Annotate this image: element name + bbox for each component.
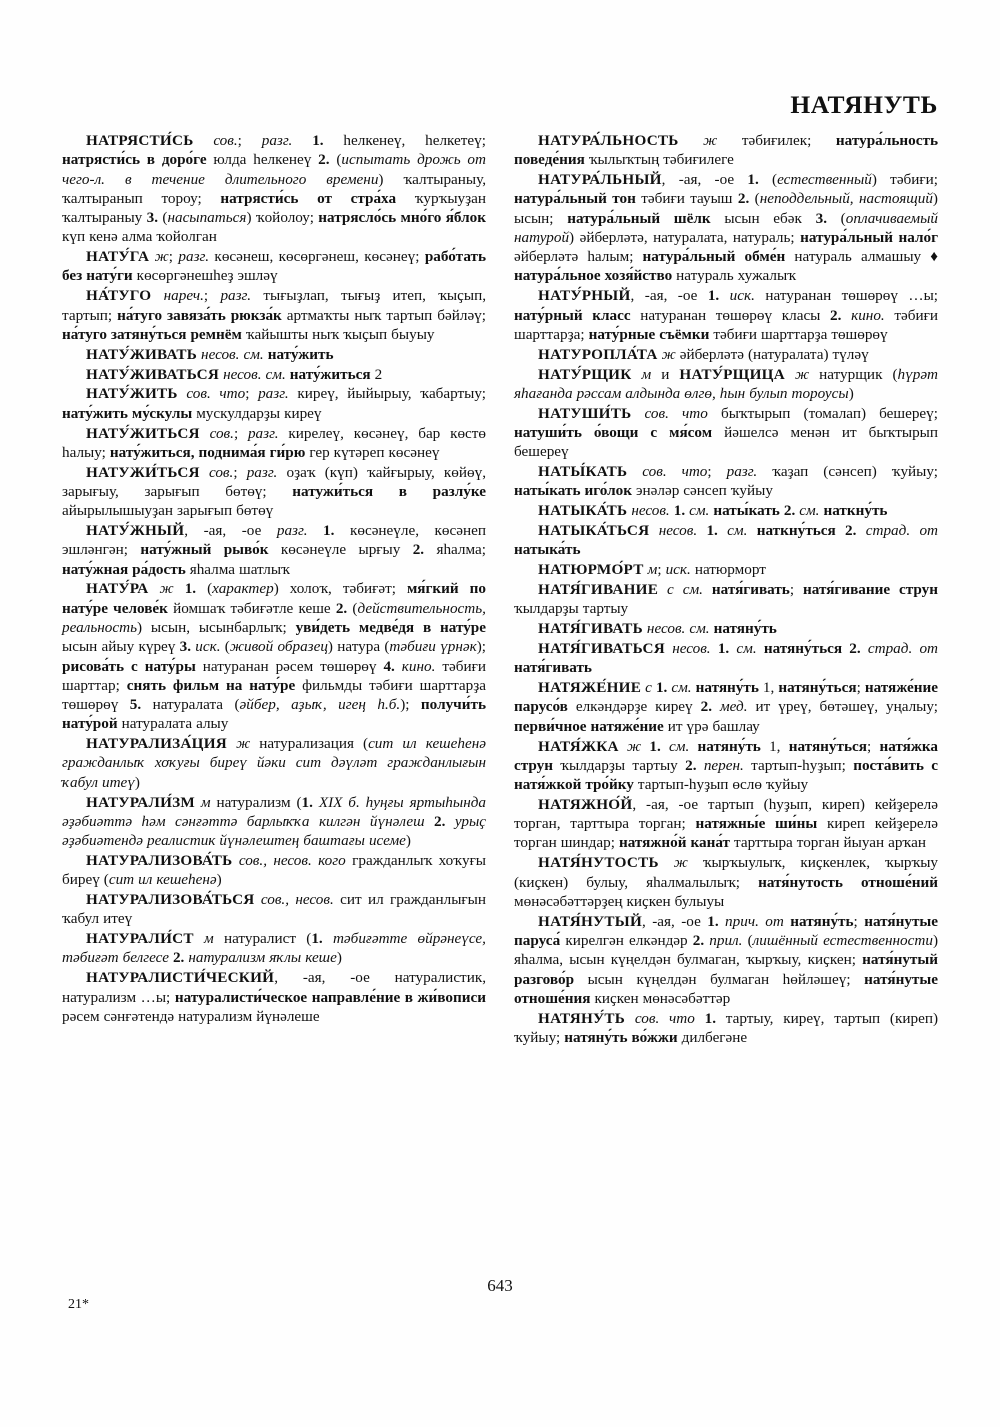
dictionary-entry: НАТЯ́ГИВАТЬСЯ несов. 1. см. натяну́ться 2. страд. от натя́гивать bbox=[514, 640, 939, 677]
dictionary-entry: НАТЯ́ГИВАТЬ несов. см. натяну́ть bbox=[538, 620, 777, 638]
dictionary-entry: НАТУРАЛИЗОВА́ТЬ сов., несов. кого гражданлыҡ хоҡуғы биреү (сит ил кешеһенә) bbox=[62, 851, 486, 889]
column-left bbox=[62, 131, 486, 1246]
column-right bbox=[514, 131, 938, 1246]
dictionary-entry: НАТУ́ГА ж; разг. көсәнеш, көсөргәнеш, көсәнеү; рабо́тать без нату́ги көсөргәнешһеҙ эшләү bbox=[62, 248, 487, 285]
dictionary-entry: НАТУ́ЖИВАТЬСЯ несов. см. нату́житься 2 bbox=[86, 365, 383, 383]
dictionary-entry: НАТРЯСТИ́СЬ сов.; разг. 1. һелкенеү, һелкетеү; натрясти́сь в доро́ге юлда һелкенеү 2. (испытать дрожь от чего-л. в течение длительного времени) ҡалтыраныу, ҡалтыранып тороу; натрясти́сь от стра́ха ҡурҡыуҙан ҡалтыраныу 3. (насыпаться) ҡойолоу; натрясло́сь мно́го я́блок күп кенә алма ҡойолган bbox=[62, 132, 487, 246]
dictionary-entry: НАТУРАЛИЗОВА́ТЬСЯ сов., несов. сит ил гражданлығын ҡабул итеү bbox=[62, 891, 486, 928]
signature-mark: 21* bbox=[68, 1297, 89, 1312]
dictionary-entry: НАТЫ́КАТЬ сов. что; разг. ҡаҙап (сәнсеп) ҡуйыу; наты́кать иго́лок энәләр сәнсеп ҡуйыу bbox=[514, 463, 939, 500]
dictionary-entry: НАТУРАЛИ́СТ м натуралист (1. тәбиғәтте өйрәнеүсе, тәбиғәт белгесе 2. натурализм яҡлы кеше) bbox=[62, 930, 486, 967]
dictionary-entry: НАТЯЖЕ́НИЕ с 1. см. натяну́ть 1, натяну́ться; натяже́ние парусо́в елкәндәрҙе киреү 2. мед. ит үреү, бөтәшеү, уңалыу; перви́чное натяже́ние ит үрә башлау bbox=[514, 679, 939, 735]
dictionary-entry: НАТЯ́ЖКА ж 1. см. натяну́ть 1, натяну́ться; натя́жка струн ҡылдарҙы тартыу 2. перен. тартып-һуҙып; поста́вить с натя́жкой тро́йку тартып-һуҙып өслө ҡуйыу bbox=[514, 737, 939, 794]
dictionary-entry: НАТУРА́ЛЬНОСТЬ ж тәбиғилек; натура́льность поведе́ния ҡылыҡтың тәбиғилеге bbox=[514, 132, 938, 169]
dictionary-entry: НАТЫКА́ТЬСЯ несов. 1. см. наткну́ться 2. страд. от натыка́ть bbox=[514, 522, 939, 559]
dictionary-entry: НАТУ́РНЫЙ, -ая, -ое 1. иск. натуранан төшөрөү …ы; нату́рный класс натуранан төшөрөү класы 2. кино. тәбиғи шарттарҙа; нату́рные съёмки тәбиғи шарттарҙа төшөрөү bbox=[514, 287, 938, 343]
running-head: НАТЯНУТЬ bbox=[790, 90, 938, 119]
dictionary-entry: НАТУРАЛИ́ЗМ м натурализм (1. XIX б. һуңғы яртыһында әҙәбиәттә һәм сәнғәттә барлыҡҡа килгән йүнәлеш 2. урыҫ әҙәбиәтендә реалистик йүнәлештең баштағы исеме) bbox=[62, 793, 486, 850]
dictionary-entry: НАТЮРМО́РТ м; иск. натюрморт bbox=[538, 561, 766, 579]
dictionary-entry: НАТЯНУ́ТЬ сов. что 1. тартыу, киреү, тартып (киреп) ҡуйыу; натяну́ть во́жжи дилбегәне bbox=[514, 1009, 939, 1046]
dictionary-entry: НАТЯ́НУТОСТЬ ж ҡырҡыулыҡ, киҫкенлек, ҡырҡыу (киҫкен) булыу, яһалмалылыҡ; натя́нутость отноше́ний мөнәсәбәттәрҙең киҫкен булыуы bbox=[514, 854, 938, 910]
columns-container bbox=[62, 131, 938, 1246]
dictionary-entry: НАТУ́ЖИТЬСЯ сов.; разг. кирелеү, көсәнеү, бар көстө һалыу; нату́житься, поднима́я ги́рю гер күтәреп көсәнеү bbox=[62, 424, 487, 461]
dictionary-entry: НАТУЖИ́ТЬСЯ сов.; разг. оҙаҡ (күп) ҡайғырыу, көйөү, зарығыу, зарығып бөтөү; натужи́ться в разлу́ке айырылышыуҙан зарығып бөтөү bbox=[62, 463, 487, 520]
dictionary-entry: НА́ТУГО нареч.; разг. тығыҙлап, тығыҙ итеп, ҡыҫып, тартып; на́туго завяза́ть рюкза́к артмаҡты ныҡ тартып бәйләү; на́туго затяну́ться ремнём ҡайышты ныҡ ҡыҫып быуыу bbox=[62, 287, 487, 343]
dictionary-entry: НАТЯЖНО́Й, -ая, -ое тартып (һуҙып, киреп) кейҙерелә торган, тарттыра торган; натяжны́е ши́ны киреп кейҙерелә торган шиндар; натяжно́й кана́т тарттыра торган йыуан арҡан bbox=[514, 795, 938, 852]
page-number: 643 bbox=[487, 1276, 513, 1295]
dictionary-entry: НАТУРАЛИЗА́ЦИЯ ж натурализация (сит ил кешеһенә гражданлыҡ хоҡуғы биреү йәки сит дәүләт гражданлығын ҡабул итеү) bbox=[62, 735, 487, 791]
dictionary-entry: НАТУ́ЖНЫЙ, -ая, -ое разг. 1. көсәнеүле, көсәнеп эшләнгән; нату́жный рыво́к көсәнеүле ырғыу 2. яһалма; нату́жная ра́дость яһалма шатлыҡ bbox=[62, 522, 486, 578]
dictionary-entry: НАТУ́ЖИВАТЬ несов. см. нату́жить bbox=[86, 345, 334, 363]
dictionary-entry: НАТЯ́ГИВАНИЕ с см. натя́гивать; натя́гивание струн ҡылдарҙы тартыу bbox=[514, 581, 939, 618]
dictionary-entry: НАТЫКА́ТЬ несов. 1. см. наты́кать 2. см. наткну́ть bbox=[538, 502, 888, 520]
dictionary-entry: НАТУ́РА ж 1. (характер) холоҡ, тәбиғәт; мя́гкий по нату́ре челове́к йомшаҡ тәбиғәтле кеше 2. (действительность, реальность) ысын, ысынбарлыҡ; уви́деть медве́дя в нату́ре ысын айыу күреү 3. иск. (живой образец) натура (тәбиғи үрнәк); рисова́ть с нату́ры натуранан рәсем төшөрөү 4. кино. тәбиғи шарттар; снять фильм на нату́ре фильмды тәбиғи шарттарҙа төшөрөү 5. натуралата (әйбер, аҙыҡ, игең һ.б.); получи́ть нату́рой натуралата алыу bbox=[62, 580, 487, 733]
dictionary-entry: НАТУШИ́ТЬ сов. что быҡтырып (томалап) бешереү; натуши́ть о́вощи с мя́сом йәшелсә менән ит быҡтырып бешереү bbox=[514, 404, 938, 461]
dictionary-entry: НАТУ́ЖИТЬ сов. что; разг. киреү, йыйырыу, ҡабартыу; нату́жить му́скулы мускулдарҙы киреү bbox=[62, 385, 486, 422]
dictionary-entry: НАТУРА́ЛЬНЫЙ, -ая, -ое 1. (естественный) тәбиғи; натура́льный тон тәбиғи тауыш 2. (неподдельный, настоящий) ысын; натура́льный шёлк ысын ебәк 3. (оплачиваемый натурой) әйберләтә, натуралата, натураль; натура́льный нало́г әйберләтә һалым; натура́льный обме́н натураль алмашыу ♦ натура́льное хозя́йство натураль хужалыҡ bbox=[514, 171, 938, 285]
dictionary-entry: НАТУРОПЛА́ТА ж әйберләтә (натуралата) түләү bbox=[538, 345, 869, 363]
dictionary-entry: НАТЯ́НУТЫЙ, -ая, -ое 1. прич. от натяну́ть; натя́нутые паруса́ кирелгән елкәндәр 2. прил. (лишённый естественности) яһалма, ысын күңелдән булмаган, ҡырҡыу, киҫкен; натя́нутый разгово́р ысын күңелдән булмаган һөйләшеү; натя́нутые отноше́ния киҫкен мөнәсәбәттәр bbox=[514, 912, 939, 1007]
dictionary-entry: НАТУРАЛИСТИ́ЧЕСКИЙ, -ая, -ое натуралистик, натурализм …ы; натуралисти́ческое направле́ние в жи́вописи рәсем сәнғәтендә натурализм йүнәлеше bbox=[62, 969, 486, 1025]
dictionary-entry: НАТУ́РЩИК м и НАТУ́РЩИЦА ж натурщик (һүрәт яһағанда рәссам алдында өлгө, һын булып тороусы) bbox=[514, 365, 939, 402]
